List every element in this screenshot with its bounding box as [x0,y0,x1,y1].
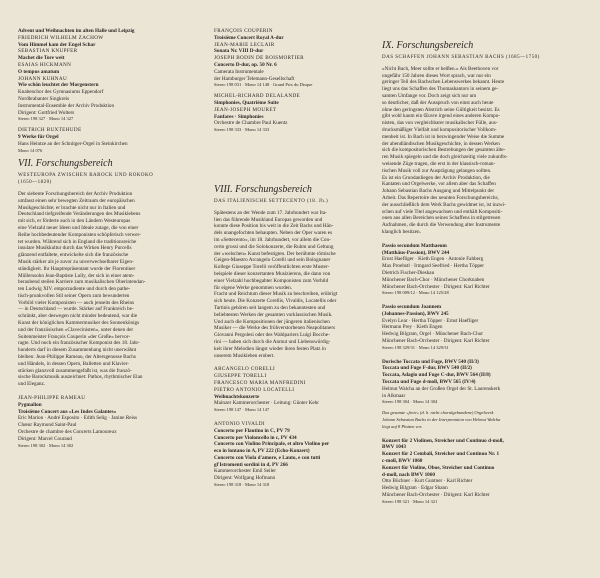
performer-line: Ernst Haefliger · Kieth Engen · Antonie Fahberg [382,256,484,263]
text-line: schränkt, aber deswegen nicht minder bedeutend, war die [18,313,138,320]
text-line: liegt uns das Schaffen des Thomaskantors in seinem ge- [382,86,499,93]
text-line: Johann Sebastian Bachs Ausgang und Mittelpunkt der [382,188,495,195]
work-title: eco in lontano in A, PV 222 (Echo-Konzert) [214,448,310,455]
catalog-number: Stereo 198 333 · Mono 14 333 [214,127,270,133]
text-line: klanglich besitzen. [382,228,421,235]
text-line: Es ist ein Grundanliegen der Archiv Produktion, die [382,174,490,181]
work-title: Machet die Tore weit [18,55,65,62]
performer-line: Camerata Instrumentale [214,68,264,75]
catalog-number: Stereo 198 318 · Mono 14 318 [214,482,270,488]
work-title: Dorische Toccata und Fuge, BWV 540 (II/3) [382,358,479,365]
composer-name: FRIEDRICH WILHELM ZACHOW [18,34,104,41]
work-title: Konzert für Violine, Oboe, Streicher und Continuo [382,464,495,471]
text-line: einer Vielzahl hochbegabter Komponisten zum Vorbild [214,277,329,284]
work-title: (Matthäus-Passion), BWV 244 [382,249,450,256]
text-line: glänzend entfaltete, entwickelte sich die französische [18,252,129,259]
performer-line: Mainzer Kammerorchester · Leitung: Günter Kehr [214,400,320,407]
performer-line: Dietrich Fischer-Dieskau [382,269,435,276]
text-line: Spätestens an der Wende zum 17. Jahrhundert war Ita- [214,209,327,216]
section-vii-subtitle: WESTEUROPA ZWISCHEN BAROCK UND ROKOKO [18,173,154,179]
performer-line: Max Proebstl · Irmgard Seefried · Hertha Töpper [382,263,485,270]
text-line: beliebtesten Werken der gesamten vorklassischen Musik. [214,311,333,318]
text-line: lien das führende Musikland Europas geworden und [214,216,323,223]
text-line: Vorbild vieler Komponisten — auch jenseits des Rheins [18,299,135,306]
performer-line: Eric Marion · André Esposito · Edith Selig · Janine Reiss [18,415,138,422]
text-line: Tartinis gehören seit langem zu den bekanntesten und [214,304,326,311]
catalog-number: Stereo 198 327 · Mono 14 327 [18,116,74,122]
text-line: gibt wohl kaum ein Œuvre irgend eines anderen Kompo- [382,113,501,120]
performer-line: Helmut Walcha an der Großen Orgel der St. Laurenskerk [382,385,501,392]
text-line: certo grossi und die Solokonzerte, die Ruhm und Geltung [214,243,334,250]
work-title: Pygmalion [18,401,42,408]
text-line: im »Settecento«, im 18. Jahrhundert, vor allem die Con- [214,236,331,243]
text-line: ungefähr 150 Jahren dieses Wort sprach, war nur ein [382,72,491,79]
text-line: beraubend steilen Karriere zum musikalischen Oberintendan- [18,279,146,286]
text-line: Musik stärker als je zuvor zu unverwechselbarer Eigen- [18,258,134,265]
performer-line: Evelyn Lear · Hertha Töpper · Ernst Haefliger [382,317,479,324]
text-line: Geigen-Maestro Arcangelo Corelli und sein Bolognaner [214,257,331,264]
work-title: Concerto per Flautino in C, PV 79 [214,427,290,434]
work-title: Vom Himmel kam der Engel Schar [18,41,96,48]
catalog-number: Mono 14 076 [18,147,43,153]
work-title: c-moll, BWV 1060 [382,458,423,465]
text-line: Suitenmeister François Couperin »der Große« hervor- [18,333,131,340]
composer-name: JEAN-PHILIPPE RAMEAU [18,395,86,402]
performer-line: Instrumental-Ensemble der Archiv Produktion [18,102,115,109]
composer-name: GIUSEPPE TORELLI [214,373,267,380]
entry-block-vivaldi [214,421,390,489]
catalog-number: Stereo 198 321 · Mono 14 321 [382,498,438,504]
text-line: Johann Sebastian Bachs in der Interpretation von Helmut Walcha [382,417,501,423]
performer-line: Dirigent: Marcel Couraud [18,435,72,442]
text-line: beispiele dieser konzertanten Musizierens, die dann von [214,270,331,277]
performer-line: Hedwig Bilgram · Edgar Shann [382,485,448,492]
performer-line: der Hamburger Telemann-Gesellschaft [214,75,295,82]
text-line: ragte. Und noch ein französischer Komponist des 18. Jahr- [18,340,140,347]
catalog-number: Stereo 198 304 · Mono 14 304 [382,399,438,405]
text-line: konnte diese Position bis weit in die Zeit Bachs und Hän- [214,223,334,230]
text-line: onen aus allen Bereichen seines Schaffens in stilgetreuen [382,215,501,222]
text-line: menheit ist. In Bach ist in bezwingender Weise die Summe [382,133,505,140]
text-line: tisch-prunkvollen Stil seiner Opern zum bewunderten [18,292,130,299]
text-line: Und auch die Kompositionen der jüngeren italienischen [214,318,330,325]
section-ix-text [382,66,590,236]
text-line: Kantaten und Orgelwerke, vor allem aber das Schaffen [382,181,496,188]
composer-name: ARCANGELO CORELLI [214,366,276,373]
entry-block-advent [18,28,206,154]
performer-line: Hedwig Bilgram, Orgel · Münchener Bach-Chor [382,331,484,338]
work-title: Simphonies, Quatrième Suite [214,99,279,106]
text-line: ständigkeit. Ihr Hauptrepräsentant wurde der Florentiner [18,265,136,272]
text-line: der ausschließlich dem Werk Bachs gewidmet ist, ist inzwi- [382,201,506,208]
catalog-number: Stereo 198 031 · Mono 14 148 · Grand Prix du Disque [214,82,313,88]
work-title: Concerto D-dur, op. 50 Nr. 6 [214,61,277,68]
performer-line: Orchestre de chambre des Concerts Lamoureux [18,429,117,436]
entry-block-matthaeus [382,243,590,297]
text-line: bleiben: Jean-Philippe Rameau, der Altersgenosse Bachs [18,354,136,361]
performer-line: Münchener Bach-Orchester · Dirigent: Karl Richter [382,338,490,345]
text-line: ren Musik spiegeln und die doch gleichzeitig viele zukunfts- [382,154,508,161]
text-line: Müllerssohn Jean-Baptiste Lully, der sich in einer atem- [18,272,135,279]
work-title: Weihnachtskonzerte [214,393,260,400]
text-line: Arbeit. Das Repertoire des neunten Forschungsbereichs, [382,194,499,201]
work-title: Passio secundum Matthaeum [382,242,447,249]
performer-line: Knabenchor des Gymnasiums Eppendorf [18,89,104,96]
work-title: Advent und Weihnachten im alten Halle und Leipzig [18,28,135,34]
text-line: hunderts darf in diesem Zusammenhang nicht unerwähnt [18,347,137,354]
text-line: »Nicht Bach, Meer sollte er heißen.« Als Beethoven vor [382,65,499,72]
performer-line: Hermann Prey · Kieth Engen [382,324,443,331]
section-viii-text [214,210,390,360]
catalog-number: Stereo 198 302 · Mono 14 302 [18,442,74,448]
composer-name: MICHEL-RICHARD DELALANDE [214,93,301,100]
text-line: ohne den geringsten Abstrich seine Gültigkeit besitzt. Es [382,106,500,113]
text-line: Das gesamte »freie« (d. h. nicht choralgebundene) Orgelwerk [382,410,494,416]
section-viii-title: VIII. Forschungsbereich [214,184,312,195]
text-line: und Eleganz. [18,381,46,388]
performer-line: Orchestre de Chambre Paul Kuentz [214,120,288,127]
text-line: der abendländischen Musikgeschichte, in dessen Werken [382,140,500,147]
performer-line: Münchener Bach-Orchester · Dirigent: Karl Richter [382,283,490,290]
text-line: und der französischen »Clavecinisten«, unter denen der [18,326,134,333]
text-line: umfasst einen sehr bewegten Zeitraum der europäischen [18,197,135,204]
text-line: eine Vielzahl neuer Ideen und Ideale zutage, die von einer [18,224,139,231]
text-line: tet wurden. Während sich in England die traditionsreiche [18,238,137,245]
work-title: Toccata, Adagio und Fuge C-dur, BWV 564 (II/8) [382,372,491,379]
performer-line: Nordbrabanter Singkreis [18,95,70,102]
catalog-number: Stereo 198 009/12 · Mono 14 125/28 [382,290,449,296]
text-line: liegt auf 8 Platten vor. [382,423,423,429]
work-title: (Johannes-Passion), BWV 245 [382,310,449,317]
text-line: Der siebente Forschungsbereich der Archiv Produktion [18,190,133,197]
work-title: Passio secundum Joannem [382,304,442,311]
section-viii-subtitle: DAS ITALIENISCHE SETTECENTO (18. Jh.) [214,199,329,204]
performer-line: Chœur Raymond Saint-Paul [18,422,77,429]
text-line: ten Ludwig XIV. emporzudiente und durch den pathe- [18,286,131,293]
composer-name: DIETRICH BUXTEHUDE [18,127,82,134]
composer-name: FRANCESCO MARIA MANFREDINI [214,379,306,386]
text-line: und Händels, in dessen Opern, Balletten und Klavier- [18,360,129,367]
entry-block-couperin [214,28,390,134]
column-middle [214,180,390,489]
work-title: Sonata Nr. VIII D-dur [214,48,264,55]
text-line: sich die kompositorischen Bestrebungen der gesamten älte- [382,147,506,154]
text-line: Kollege Giuseppe Torelli veröffentlichten erste Muster- [214,264,330,271]
work-title: Concerto per Violoncello in c, PV 434 [214,434,297,441]
entry-block-rameau [18,395,206,449]
work-title: Toccata und Fuge F-dur, BWV 540 (II/2) [382,365,472,372]
work-title: Konzert für 2 Cembali, Streicher und Continuo Nr. 1 [382,451,500,458]
text-line: Musiker — die Werke des frühverstorbenen Neapolitaners [214,325,336,332]
text-line: Giovanni Pergolesi oder des Wahlpariers Luigi Bocche- [214,332,330,339]
text-line: Fracht und Reichtum dieser Musik zu beschreiben, erübrigt [214,291,338,298]
composer-name: ANTONIO VIVALDI [214,420,265,427]
entry-block-toccata [382,359,590,407]
composer-name: JOSEPH BODIN DE BOISMORTIER [214,55,304,62]
composer-name: FRANÇOIS COUPERIN [214,28,273,34]
text-line: — in Deutschland — wurde. Stärker auf Frankreich be- [18,306,134,313]
text-line: sich heute. Die Konzerte Corellis, Vivaldis, Locatellis oder [214,298,337,305]
text-line: unserem Musikleben erobert. [214,352,275,359]
performer-line: Dirigent: Wolfgang Hofmann [214,475,276,482]
text-line: drucksmäßiger Vielfalt und kompositorischer Vollkom- [382,126,497,133]
section-ix-title: IX. Forschungsbereich [382,40,474,51]
composer-name: PIETRO ANTONIO LOCATELLI [214,386,295,393]
text-line: insulare Musikkultur durch das Wirken Henry Purcells [18,245,132,252]
text-line: weisende Züge tragen, die erst in der klassisch-roman- [382,160,496,167]
composer-name: JEAN-MARIE LECLAIR [214,41,275,48]
work-title: d-moll, nach BWV 1060 [382,471,435,478]
work-title: O tempus amatum [18,68,60,75]
text-line: Aufnahmen, die durch die Verwendung alter Instrumente [382,222,501,229]
text-line: so deutlicher, daß der Ausspruch von einst auch heute [382,99,494,106]
work-title: BWV 1043 [382,444,406,451]
catalog-number: Stereo 198 329/31 · Mono 14 329/31 [382,344,449,350]
performer-line: Münchener Bach-Chor · Münchener Chorknaben [382,276,485,283]
entry-block-konzert [382,438,590,506]
composer-name: ESAIAS HICKMANN [18,61,72,68]
performer-line: in Alkmaar [382,392,406,399]
work-title: Toccata und Fuge d-moll, BWV 565 (IV/4) [382,379,476,386]
text-line: Kunst der königlichen Kammermusiker des Sonnenkönigs [18,320,140,327]
text-line: Reihe hochbedeutender Komponisten schöpferisch verwer- [18,231,141,238]
column-middle-top [214,28,390,134]
work-title: Concerto con Violino Principale, et altro Violino per [214,441,330,448]
composer-name: JEAN-JOSEPH MOURET [214,106,277,113]
text-line: für eigene Werke genommen wurden. [214,284,292,291]
text-line: tischen Musik voll zur Ausprägung gelangen sollten. [382,167,492,174]
work-title: gl'Istromenti sordini in d, PV 266 [214,461,288,468]
column-right [382,36,590,506]
entry-block-corelli [214,366,390,414]
work-title: Fanfares · Simphonies [214,113,264,120]
text-line: geringer Teil des Bachschen Lebenswerkes bekannt. Heute [382,79,505,86]
text-line: stücken glanzvoll zusammengefaßt ist, was die franzö- [18,367,132,374]
performer-line: Hans Heintze an der Schnitger-Orgel in Steinkirchen [18,140,128,147]
text-line: Deutschland tiefgreifende Veränderungen des Musiklebens [18,211,141,218]
catalog-number: Stereo 198 147 · Mono 14 147 [214,407,270,413]
toccata-note [382,410,590,430]
text-line: nisten, das von vergleichbarer musikalischer Fülle, aus- [382,120,498,127]
work-title: Konzert für 2 Violinen, Streicher und Continuo d-moll, [382,437,504,444]
performer-line: Dirigent: Gottfried Wolters [18,109,75,116]
column-left [18,28,206,449]
work-title: Concerto con Viola d'amore, e Lauto, e con tutti [214,454,321,461]
text-line: schen auf viele Titel angewachsen und enthält Kompositi- [382,208,503,215]
composer-name: JOHANN KUHNAU [18,75,68,82]
entry-block-johannes [382,304,590,352]
section-ix-subtitle: DAS SCHAFFEN JOHANN SEBASTIAN BACHS (1685—1750) [382,55,540,60]
work-title: Wie schön leuchtet der Morgenstern [18,82,99,89]
work-title: Troisième Concert aus »Les Indes Galantes« [18,408,117,415]
section-vii-title: VII. Forschungsbereich [18,158,113,170]
section-vii-text [18,191,206,388]
work-title: Troisième Concert Royal A-dur [214,34,284,41]
performer-line: Münchener Bach-Orchester · Dirigent: Karl Richter [382,492,490,499]
composer-name: SEBASTIAN KNÜPFER [18,48,78,55]
text-line: sische Barockmusik auszeichnet: Pathos, rhythmischer Elan [18,374,143,381]
text-line: rini — haben sich durch die Anmut und Liebenswürdig- [214,338,331,345]
work-title: 9 Werke für Orgel [18,133,59,140]
text-line: mit sich, er förderte auch in den Ländern Westeuropas [18,218,131,225]
text-line: dels unangefochten behaupten. Neben der Oper waren es [214,230,333,237]
text-line: der »welschen« Kunst befestigten. Der berühmte römische [214,250,336,257]
performer-line: Kammerorchester Emil Seiler [214,468,276,475]
section-vii-dates: (1650—1820) [18,180,52,186]
text-line: samten Umfange vor. Doch zeigt sich nur um [382,92,477,99]
text-line: Musikgeschichte; er brachte nicht nur in Italien und [18,204,126,211]
text-line: keit ihrer Melodien längst wieder ihren festen Platz in [214,345,326,352]
performer-line: Otto Büchner · Kurt Guntner · Karl Richter [382,478,473,485]
